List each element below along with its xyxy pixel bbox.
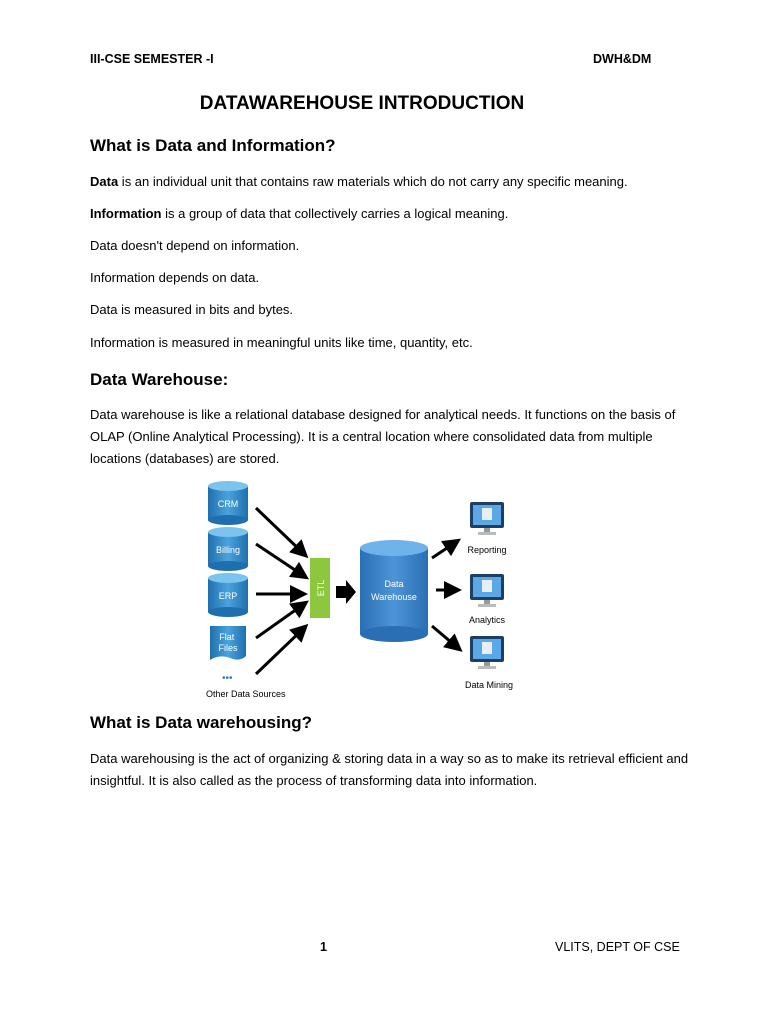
monitor-analytics-icon bbox=[470, 574, 504, 607]
etl-box bbox=[310, 558, 330, 618]
page-number: 1 bbox=[320, 940, 327, 954]
source-erp-label: ERP bbox=[218, 591, 238, 601]
output-reporting-label: Reporting bbox=[467, 545, 507, 555]
source-billing-label: Billing bbox=[215, 545, 241, 555]
other-sources-label: Other Data Sources bbox=[206, 689, 286, 699]
source-crm-label: CRM bbox=[217, 499, 239, 509]
header-left: III-CSE SEMESTER -I bbox=[90, 52, 214, 66]
arrows-to-etl bbox=[256, 508, 304, 674]
text-data-definition: is an individual unit that contains raw materials which do not carry any specific meaning. bbox=[118, 174, 628, 189]
term-data: Data bbox=[90, 174, 119, 189]
section-heading-data-warehouse: Data Warehouse: bbox=[90, 370, 229, 389]
paragraph-line-3: Data doesn't depend on information. bbox=[90, 238, 300, 253]
monitor-data-mining-icon bbox=[470, 636, 504, 669]
source-flat-files bbox=[210, 626, 246, 660]
paragraph-information-definition bbox=[90, 203, 690, 225]
monitor-reporting-icon bbox=[470, 502, 504, 535]
etl-to-warehouse-arrow bbox=[336, 580, 356, 604]
paragraph-line-5: Data is measured in bits and bytes. bbox=[90, 302, 294, 317]
data-warehouse-cylinder bbox=[360, 540, 428, 642]
more-sources-dots: ••• bbox=[222, 673, 233, 684]
page-title: DATAWAREHOUSE INTRODUCTION bbox=[199, 93, 525, 114]
warehouse-label-line1: Data bbox=[384, 579, 404, 589]
paragraph-data-warehouse: Data warehouse is like a relational database designed for analytical needs. It functions on the basis of OLAP (Online Analytical Processing). It is a central location where consolidated data from multiple locations (databases) are stored. bbox=[90, 407, 676, 466]
text-information-definition: is a group of data that collectively carries a logical meaning. bbox=[161, 206, 509, 221]
section-heading-data-warehousing: What is Data warehousing? bbox=[90, 713, 312, 732]
paragraph-line-6: Information is measured in meaningful units like time, quantity, etc. bbox=[90, 335, 473, 350]
section-heading-data-info: What is Data and Information? bbox=[90, 136, 336, 155]
arrows-to-outputs bbox=[432, 542, 458, 648]
source-erp bbox=[208, 573, 248, 617]
output-data-mining-label: Data Mining bbox=[464, 680, 514, 690]
header-right: DWH&DM bbox=[593, 52, 652, 66]
paragraph-data-warehousing: Data warehousing is the act of organizing & storing data in a way so as to make its retrieval efficient and insightful. It is also called as the process of transforming data into information. bbox=[90, 751, 689, 788]
footer-right: VLITS, DEPT OF CSE bbox=[555, 940, 680, 954]
output-analytics-label: Analytics bbox=[468, 615, 506, 625]
source-crm bbox=[208, 481, 248, 525]
source-flat-files-label: Flat bbox=[219, 632, 235, 642]
source-billing bbox=[208, 527, 248, 571]
term-information: Information bbox=[90, 206, 162, 221]
data-warehouse-diagram bbox=[200, 478, 530, 708]
source-flat-files-label-line2: Files bbox=[218, 643, 238, 653]
warehouse-label-line2: Warehouse bbox=[371, 592, 417, 602]
paragraph-line-4: Information depends on data. bbox=[90, 270, 260, 285]
svg-text:Flat Files bbox=[218, 632, 238, 653]
etl-label: ETL bbox=[316, 579, 326, 597]
paragraph-data-definition bbox=[90, 171, 690, 193]
